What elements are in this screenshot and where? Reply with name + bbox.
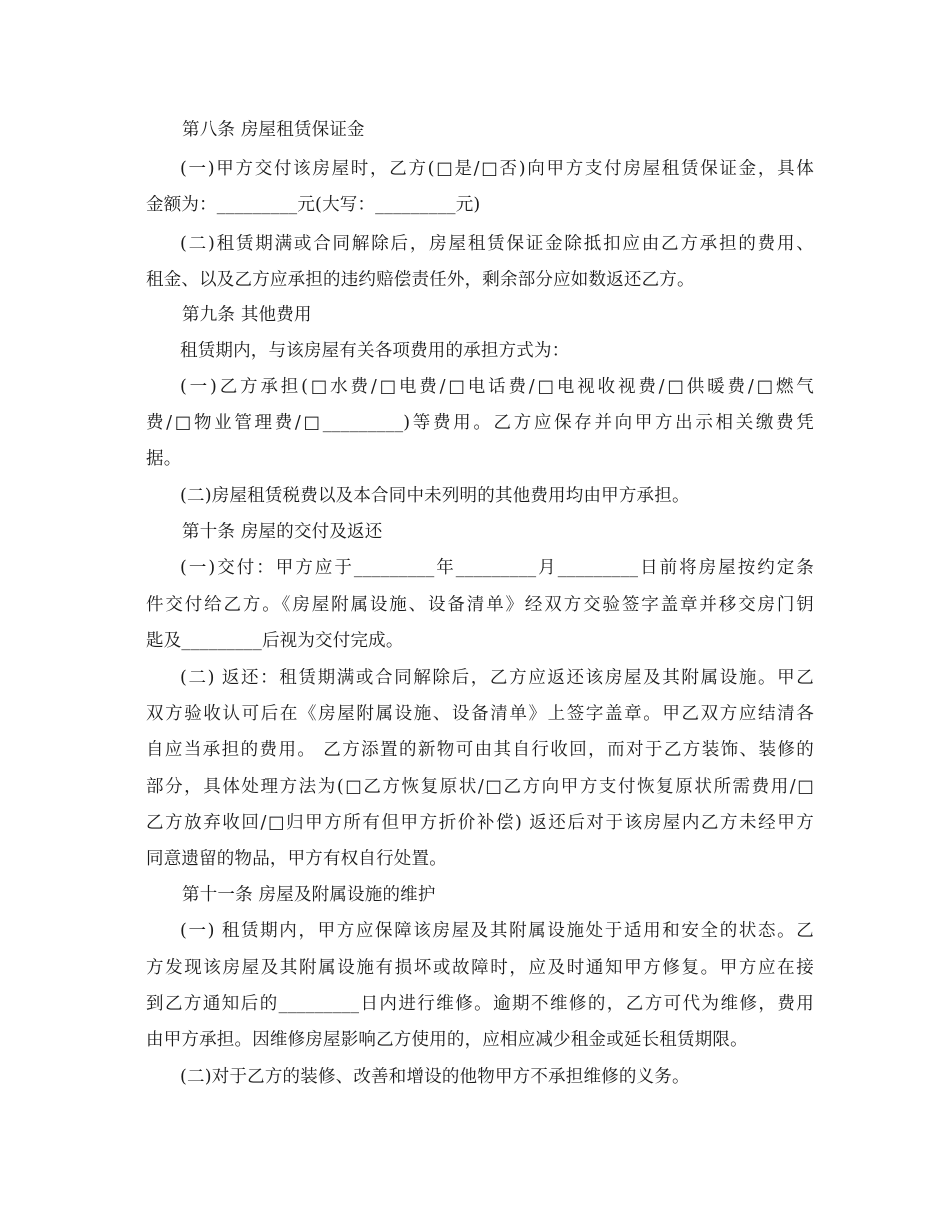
paragraph-line: 同意遗留的物品，甲方有权自行处置。	[146, 849, 447, 869]
paragraph-line: 费/□物业管理费/□_________)等费用。乙方应保存并向甲方出示相关缴费凭	[146, 413, 814, 433]
article-9-heading: 第九条 其他费用	[182, 305, 312, 325]
paragraph-line: (一)甲方交付该房屋时，乙方(□是/□否)向甲方支付房屋租赁保证金，具体	[180, 159, 814, 179]
paragraph-line: 匙及_________后视为交付完成。	[146, 631, 404, 651]
paragraph-line: 金额为：_________元(大写：_________元)	[146, 195, 481, 215]
article-8-heading: 第八条 房屋租赁保证金	[182, 120, 365, 140]
paragraph-line: 自应当承担的费用。 乙方添置的新物可由其自行收回，而对于乙方装饰、装修的	[146, 740, 814, 760]
paragraph-line: 方发现该房屋及其附属设施有损坏或故障时，应及时通知甲方修复。甲方应在接	[146, 958, 814, 978]
paragraph-line: 到乙方通知后的_________日内进行维修。逾期不维修的，乙方可代为维修，费用	[146, 994, 814, 1014]
paragraph-line: (二)对于乙方的装修、改善和增设的他物甲方不承担维修的义务。	[180, 1067, 690, 1087]
paragraph-line: (二)房屋租赁税费以及本合同中未列明的其他费用均由甲方承担。	[180, 486, 690, 506]
paragraph-line: (二) 返还：租赁期满或合同解除后，乙方应返还该房屋及其附属设施。甲乙	[180, 668, 814, 688]
paragraph-line: (一)乙方承担(□水费/□电费/□电话费/□电视收视费/□供暖费/□燃气	[180, 377, 814, 397]
paragraph-line: 件交付给乙方。《房屋附属设施、设备清单》经双方交验签字盖章并移交房门钥	[146, 595, 814, 615]
paragraph-line: (一)交付：甲方应于_________年_________月_________日前将房屋按约定条	[180, 558, 814, 578]
paragraph-line: (一) 租赁期内，甲方应保障该房屋及其附属设施处于适用和安全的状态。乙	[180, 921, 814, 941]
paragraph-line: 部分，具体处理方法为(□乙方恢复原状/□乙方向甲方支付恢复原状所需费用/□	[146, 777, 814, 797]
paragraph-line: 据。	[146, 449, 182, 469]
article-11-heading: 第十一条 房屋及附属设施的维护	[182, 885, 436, 905]
paragraph-line: 乙方放弃收回/□归甲方所有但甲方折价补偿) 返还后对于该房屋内乙方未经甲方	[146, 813, 814, 833]
paragraph-line: 租赁期内，与该房屋有关各项费用的承担方式为：	[180, 341, 570, 361]
article-10-heading: 第十条 房屋的交付及返还	[182, 522, 383, 542]
paragraph-line: 双方验收认可后在《房屋附属设施、设备清单》上签字盖章。甲乙双方应结清各	[146, 704, 814, 724]
paragraph-line: 租金、以及乙方应承担的违约赔偿责任外，剩余部分应如数返还乙方。	[146, 270, 695, 290]
paragraph-line: (二)租赁期满或合同解除后，房屋租赁保证金除抵扣应由乙方承担的费用、	[180, 234, 814, 254]
paragraph-line: 由甲方承担。因维修房屋影响乙方使用的，应相应减少租金或延长租赁期限。	[146, 1030, 748, 1050]
